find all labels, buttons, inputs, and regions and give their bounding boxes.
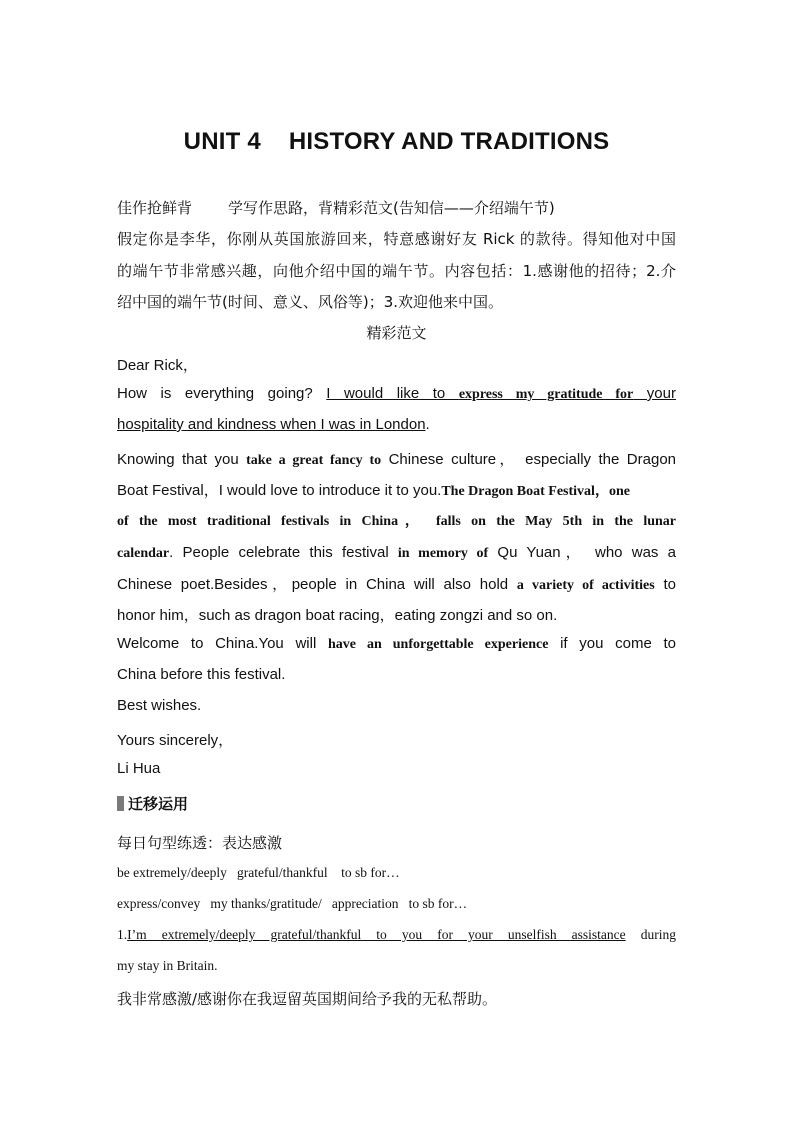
letter-closing-2: Yours sincerely， <box>117 732 234 749</box>
letter-p2-line-6: honor him，such as dragon boat racing，eating zongzi and so on. <box>117 607 558 624</box>
section-marker-icon <box>117 796 124 811</box>
pattern-2: express/convey my thanks/gratitude/ appreciation to sb for… <box>117 896 468 911</box>
letter-closing-1: Best wishes. <box>117 697 202 714</box>
prompt-line-2: 的端午节非常感兴趣，向他介绍中国的端午节。内容包括：1.感谢他的招待；2.介 <box>117 262 676 280</box>
prompt-line-3: 绍中国的端午节(时间、意义、风俗等)；3.欢迎他来中国。 <box>117 293 504 311</box>
exercise-1-line-1: 1.I’m extremely/deeply grateful/thankful to you for your unselfish assistance during <box>117 927 676 942</box>
intro-header <box>117 197 676 218</box>
pattern-1: be extremely/deeply grateful/thankful to sb for… <box>117 865 400 880</box>
prompt-line-1: 假定你是李华，你刚从英国旅游回来，特意感谢好友 Rick 的款待。得知他对中国 <box>117 230 676 248</box>
letter-greeting: Dear Rick， <box>117 357 198 374</box>
letter-p2-line-2: Boat Festival，I would love to introduce it to you.The Dragon Boat Festival，one <box>117 482 630 499</box>
letter-signature: Li Hua <box>117 760 161 777</box>
title-unit: UNIT 4 <box>183 128 261 155</box>
key-sentence: The Dragon Boat Festival，one <box>441 484 630 499</box>
model-heading: 精彩范文 <box>366 324 427 342</box>
key-phrase: in memory of <box>397 546 489 561</box>
key-phrase: have an unforgettable experience <box>327 637 549 652</box>
intro-tag: 佳作抢鲜背 <box>117 199 193 217</box>
letter-p3-line-2: China before this festival. <box>117 666 286 683</box>
key-phrase: a variety of activities <box>516 578 655 593</box>
practice-subheading: 每日句型练透：表达感激 <box>117 834 283 852</box>
letter-p2-line-4: calendar. People celebrate this festival in memory of Qu Yuan， who was a <box>117 544 676 561</box>
letter-p2-line-1: Knowing that you take a great fancy to Chinese culture， especially the Dragon <box>117 451 677 468</box>
exercise-1-translation: 我非常感激/感谢你在我逗留英国期间给予我的无私帮助。 <box>117 990 498 1008</box>
practice-heading: 迁移运用 <box>117 793 676 814</box>
key-phrase: express my gratitude for <box>458 387 634 402</box>
title-topic: HISTORY AND TRADITIONS <box>288 128 610 155</box>
exercise-answer: I’m extremely/deeply grateful/thankful to you for your unselfish assistance <box>127 927 626 942</box>
letter-p2-line-3: of the most traditional festivals in China， falls on the May 5th in the lunar <box>117 514 676 529</box>
exercise-1-line-2: my stay in Britain. <box>117 958 218 973</box>
key-phrase: take a great fancy to <box>246 453 382 468</box>
intro-subtitle: 学写作思路，背精彩范文(告知信——介绍端午节) <box>228 199 555 217</box>
letter-p1-line-1: How is everything going? I would like to express my gratitude for your <box>117 385 676 402</box>
letter-p2-line-5: Chinese poet.Besides，people in China will also hold a variety of activities to <box>117 576 676 593</box>
letter-p1-line-2: hospitality and kindness when I was in London. <box>117 416 430 433</box>
page-title <box>117 128 676 156</box>
letter-p3-line-1: Welcome to China.You will have an unforgettable experience if you come to <box>117 635 676 652</box>
